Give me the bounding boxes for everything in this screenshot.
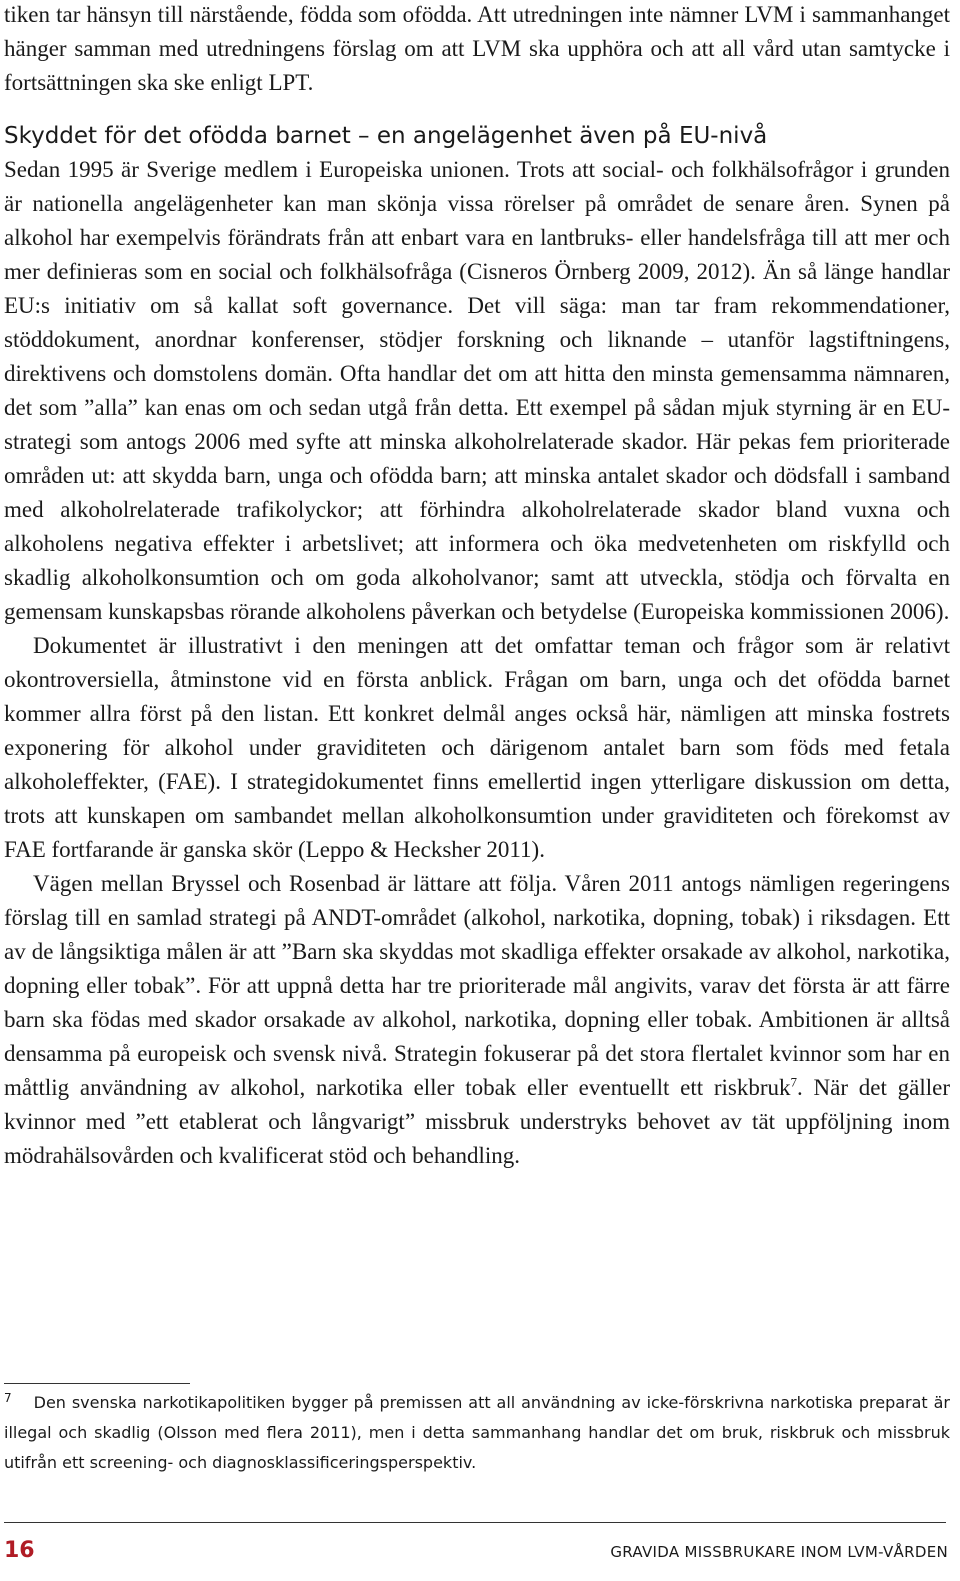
footer-divider <box>4 1522 946 1523</box>
running-title: GRAVIDA MISSBRUKARE INOM LVM-VÅRDEN <box>610 1543 948 1561</box>
paragraph-document: Dokumentet är illustrativt i den meningen att det omfattar teman och frågor som är relativt okontroversiella, åtminstone vid en första anblick. Frågan om barn, unga och det ofödda barnet kommer allra först på den listan. Ett konkret delmål anges också här, nämligen att minska fostrets exponering för alkohol under graviditeten och därigenom antalet barn som föds med fetala alkoholeffekter, (FAE). I strategidokumentet finns emellertid ingen ytterligare diskussion om detta, trots att kunskapen om sambandet mellan alkoholkonsumtion under graviditeten och förekomst av FAE fortfarande är ganska skör (Leppo & Hecksher 2011). <box>4 633 950 862</box>
footnote <box>4 1388 950 1478</box>
footnote-text: Den svenska narkotikapolitiken bygger på premissen att all användning av icke-förskrivna narkotiska preparat är illegal och skadlig (Olsson med flera 2011), men i detta sammanhang handlar det om bruk, riskbruk och missbruk utifrån ett screening- och diagnosklassificeringsperspektiv. <box>4 1393 950 1472</box>
paragraph-intro: tiken tar hänsyn till närstående, födda som ofödda. Att utredningen inte nämner LVM i sammanhanget hänger samman med utredningens förslag om att LVM ska upphöra och att all vård utan samtycke i fortsättningen ska ske enligt LPT. <box>4 2 950 95</box>
section-heading: Skyddet för det ofödda barnet – en angelägenhet även på EU-nivå <box>4 123 768 149</box>
page-body <box>4 0 950 1173</box>
paragraph-vagen-text-end: . När det gäller kvinnor med ”ett etablerat och långvarigt” missbruk understryks behovet av tät uppföljning inom mödrahälsovården och kvalificerat stöd och behandling. <box>4 1075 950 1168</box>
paragraph-eu: Sedan 1995 är Sverige medlem i Europeiska unionen. Trots att social- och folkhälsofrågor i grunden är nationella angelägenheter kan man skönja vissa rörelser på området de senare åren. Synen på alkohol har exempelvis förändrats från att enbart vara en lantbruks- eller handelsfråga till att mer och mer definieras som en social och folkhälsofråga (Cisneros Örnberg 2009, 2012). Än så länge handlar EU:s initiativ om så kallat soft governance. Det vill säga: man tar fram rekommendationer, stöddokument, anordnar konferenser, stödjer forskning och liknande – utanför lagstiftningens, direktivens och domstolens domän. Ofta handlar det om att hitta den minsta gemensamma nämnaren, det som ”alla” kan enas om och sedan utgå från detta. Ett exempel på sådan mjuk styrning är en EU-strategi som antogs 2006 med syfte att minska alkoholrelaterade skador. Här pekas fem prioriterade områden ut: att skydda barn, unga och ofödda barn; att minska antalet skador och dödsfall i samband med alkoholrelaterade trafikolyckor; att förhindra alkoholrelaterade skador bland vuxna och alkoholens negativa effekter i arbetslivet; att informera och öka medvetenheten om riskfylld och skadlig alkoholkonsumtion och om goda alkoholvanor; samt att utveckla, stödja och förvalta en gemensam kunskapsbas rörande alkoholens påverkan och betydelse (Europeiska kommissionen 2006). <box>4 157 950 624</box>
paragraph-vagen-text: Vägen mellan Bryssel och Rosenbad är lättare att följa. Våren 2011 antogs nämligen regeringens förslag till en samlad strategi på ANDT-området (alkohol, narkotika, dopning, tobak) i riksdagen. Ett av de långsiktiga målen är att ”Barn ska skyddas mot skadliga effekter orsakade av alkohol, narkotika, dopning eller tobak”. För att uppnå detta har tre prioriterade mål angivits, varav det första är att färre barn ska födas med skador orsakade av alkohol, narkotika, dopning eller tobak. Ambitionen är alltså densamma på europeisk och svensk nivå. Strategin fokuserar på det stora flertalet kvinnor som har en måttlig användning av alkohol, narkotika eller tobak eller eventuellt ett riskbruk <box>4 871 950 1100</box>
paragraph-vagen <box>4 867 950 1173</box>
footnote-divider <box>4 1383 190 1384</box>
page-number: 16 <box>4 1538 35 1563</box>
footnote-number: 7 <box>4 1390 12 1405</box>
footnote-reference[interactable]: 7 <box>790 1074 798 1090</box>
